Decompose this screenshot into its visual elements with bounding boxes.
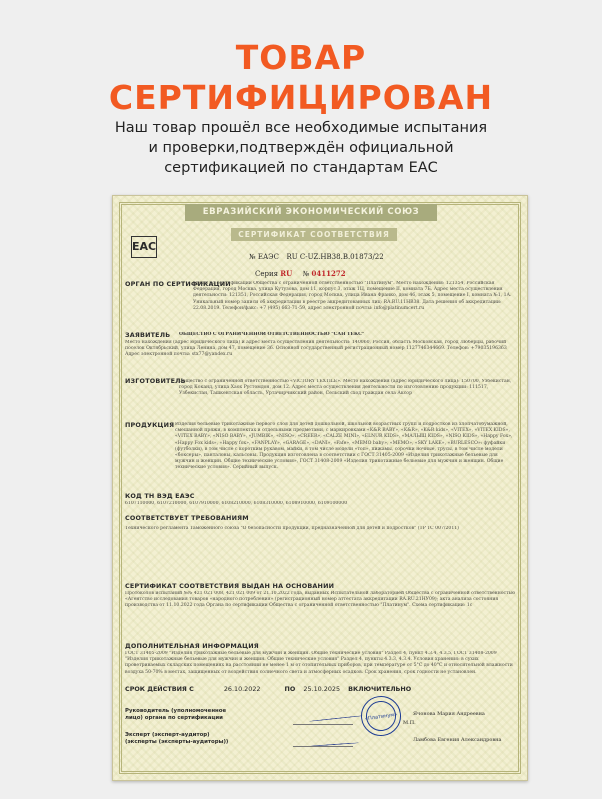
section-title-applicant: ЗАЯВИТЕЛЬ bbox=[125, 331, 171, 339]
section-text-product: Изделия бельевые трикотажные первого слоя для детей дошкольной, школьной возрастных групп и подростков из хлопчатобумажной, смешанной пряжи, в комплектах и отдельными предметами, с маркировками «K&R BABY», «K&R», «K&R kids», «VITEX», «VITEX KIDS», «VITEX BABY», «NISO BABY», «JUMBIK», «NISO», «CREER», «CALZE MINI», «ELNUR KIDS», «МАЛЫШ KIDS», «NISO KIDS», «Happy Fox», «Happy Fox kids», «Happy fox», «FANPLAY», «GARAGE», «DANI», «Fafe», «MEMO baby», «MEMO», «SKY LAKE», «BURLESCO»: фуфайки (футболки), в том числе с коротким рукавом, майки, в том числе модели «топ», пижамы, сорочки ночные, трусы, в том числе модели «боксеры», панталоны, кальсоны. Продукция изготовлена в соответствии с ГОСТ 31405-2009 «Изделия трикотажные бельевые для мужчин и женщин. Общие технические условия», ГОСТ 31408-2009 «Изделия трикотажные бельевые для мужчин и женщин. Общие технические условия». Серийный выпуск. bbox=[175, 422, 513, 471]
validity-row bbox=[125, 685, 411, 694]
series-number: 0411272 bbox=[311, 269, 346, 278]
section-text-reqs: Технического регламента Таможенного союза "О безопасности продукции, предназначенной для детей и подростков" (ТР ТС 007/2011) bbox=[125, 526, 459, 531]
head-label bbox=[125, 708, 226, 722]
certificate-image bbox=[112, 195, 528, 781]
headline-line-2: СЕРТИФИЦИРОВАН bbox=[108, 78, 494, 117]
section-title-reqs: СООТВЕТСТВУЕТ ТРЕБОВАНИЯМ bbox=[125, 514, 249, 522]
section-text-basis: Протоколов испытаний №№ 421 021 008, 421 021 009 от 21.10.2022 года, выданных Испытательной лабораторией Общества с ограниченной ответственностью «Агентство исследования товаров «народного потребления» (регистрационный номер аттестата аккредитации RA.RU.21НУ09); акта анализа состояния производства от 11.10.2022 года Органа по сертификации Общества с ограниченной ответственностью "Платинум". Схема сертификации: 1с bbox=[125, 591, 516, 609]
subtitle-line-2: и проверки,подтверждён официальной bbox=[148, 140, 454, 156]
headline-line-1: ТОВАР bbox=[235, 38, 367, 77]
section-text-tnved: 6107110000, 6107210000, 6107910000, 6108210000, 6108310000, 6108910000, 6109100000 bbox=[125, 501, 348, 506]
section-title-product: ПРОДУКЦИЯ bbox=[125, 421, 175, 429]
expert-label-line-2: (эксперты (эксперты-аудиторы)) bbox=[125, 739, 229, 745]
expert-label-line-1: Эксперт (эксперт-аудитор) bbox=[125, 732, 210, 738]
series-number-label: № bbox=[302, 270, 310, 278]
section-title-basis: СЕРТИФИКАТ СООТВЕТСТВИЯ ВЫДАН НА ОСНОВАНИИ bbox=[125, 582, 335, 590]
section-title-tnved: КОД ТН ВЭД ЕАЭС bbox=[125, 492, 195, 500]
section-title-body: ОРГАН ПО СЕРТИФИКАЦИИ bbox=[125, 280, 231, 288]
eac-logo: EAC bbox=[131, 236, 157, 258]
expert-sign-line bbox=[293, 746, 353, 747]
mp-label: М.П. bbox=[403, 720, 416, 726]
certificate-number-row bbox=[249, 253, 384, 262]
number-label: № ЕАЭС bbox=[249, 253, 279, 261]
section-title-extra: ДОПОЛНИТЕЛЬНАЯ ИНФОРМАЦИЯ bbox=[125, 642, 259, 650]
head-label-line-2: лицо) органа по сертификации bbox=[125, 715, 223, 721]
head-sign-line bbox=[293, 724, 353, 725]
validity-suffix: ВКЛЮЧИТЕЛЬНО bbox=[348, 685, 412, 693]
expert-label bbox=[125, 732, 228, 746]
subtitle-line-1: Наш товар прошёл все необходимые испытания bbox=[114, 120, 488, 136]
certificate-seal: «Платинум» bbox=[358, 693, 403, 738]
number-value: RU C-UZ.HB38.B.01873/22 bbox=[286, 253, 384, 261]
certificate-title: СЕРТИФИКАТ СООТВЕТСТВИЯ bbox=[231, 228, 397, 241]
series-code: RU bbox=[280, 269, 293, 278]
union-banner: ЕВРАЗИЙСКИЙ ЭКОНОМИЧЕСКИЙ СОЮЗ bbox=[185, 204, 437, 221]
validity-label: СРОК ДЕЙСТВИЯ С bbox=[125, 685, 194, 693]
validity-to: 25.10.2025 bbox=[303, 685, 341, 693]
subtitle-line-3: сертификацией по стандартам ЕАС bbox=[164, 160, 438, 176]
head-name: Ячонова Мария Андреевна bbox=[413, 711, 485, 717]
section-text-applicant: Место нахождения (адрес юридического лица) и адрес места осуществления деятельности: 140060, Россия, область Московская, город Люберцы, рабочий поселок Октябрьский, улица Ленина, дом 47, помещение 36. Основной государственный регистрационный номер 1127746344669. Телефон: +79035196363 Адрес электронной почты: stx77@yandex.ru bbox=[125, 340, 507, 358]
section-text-extra: ГОСТ 31405-2009 "Изделия трикотажные бельевые для мужчин и женщин. Общие технические условия" Раздел 4, пункт 4.3.4, 4.3.5, ГОСТ 31408-2009 "Изделия трикотажные бельевые для мужчин и женщин. Общие технические условия" Раздел 4, пункты 4.3.3, 4.3.4. Условия хранения: в сухих проветриваемых складских помещениях на расстоянии не менее 1 м от отопительных приборов, при температуре от 5°С до 40°С и относительной влажности воздуха 50-70% в местах, защищенных от воздействия солнечного света и атмосферных осадков. Срок хранения, срок годности не установлен. bbox=[125, 651, 513, 675]
section-title-maker: ИЗГОТОВИТЕЛЬ bbox=[125, 377, 186, 385]
validity-to-label: ПО bbox=[284, 685, 296, 693]
section-text-body: Орган по сертификации Общества с ограниченной ответственностью "Платинум". Место нахождения: 121354, Российская Федерация, город Москва, улица Кутузова, дом 11, корпус 3, этаж 1Ц, помещение II, комната 7Б. Адрес места осуществления деятельности: 121351, Российская Федерация, город Москва, улица Ивана Франко, дом 46, этаж 5, помещение I, комната №1, 1А. Уникальный номер записи об аккредитации в реестре аккредитованных лиц: RA.RU.11HB38. Дата решения об аккредитации: 22.08.2019. Телефон/факс: +7 (495) 663-71-59, адрес электронной почты: info@platinumcert.ru bbox=[193, 281, 512, 311]
head-label-line-1: Руководитель (уполномоченное bbox=[125, 708, 227, 714]
applicant-name: ОБЩЕСТВО С ОГРАНИЧЕННОЙ ОТВЕТСТВЕННОСТЬЮ "САН ТЕКС" bbox=[179, 332, 365, 337]
section-text-maker: Общество с ограниченной ответственностью «VICTORY TEXTILE». Место нахождения (адрес юридического лица): 150700, Узбекистан, город Коканд, улица Хаох Рустомдон, дом 12. Адрес места осуществления деятельности по изготовлению продукции: 111517, Узбекистан, Ташкентская область, Уртачирчикский район, Сельский сход граждан села Аксор bbox=[179, 379, 512, 397]
expert-name: Ламбова Евгения Александровна bbox=[413, 737, 502, 743]
validity-from: 26.10.2022 bbox=[223, 685, 261, 693]
series-label: Серия bbox=[255, 270, 279, 278]
series-row bbox=[255, 269, 346, 279]
